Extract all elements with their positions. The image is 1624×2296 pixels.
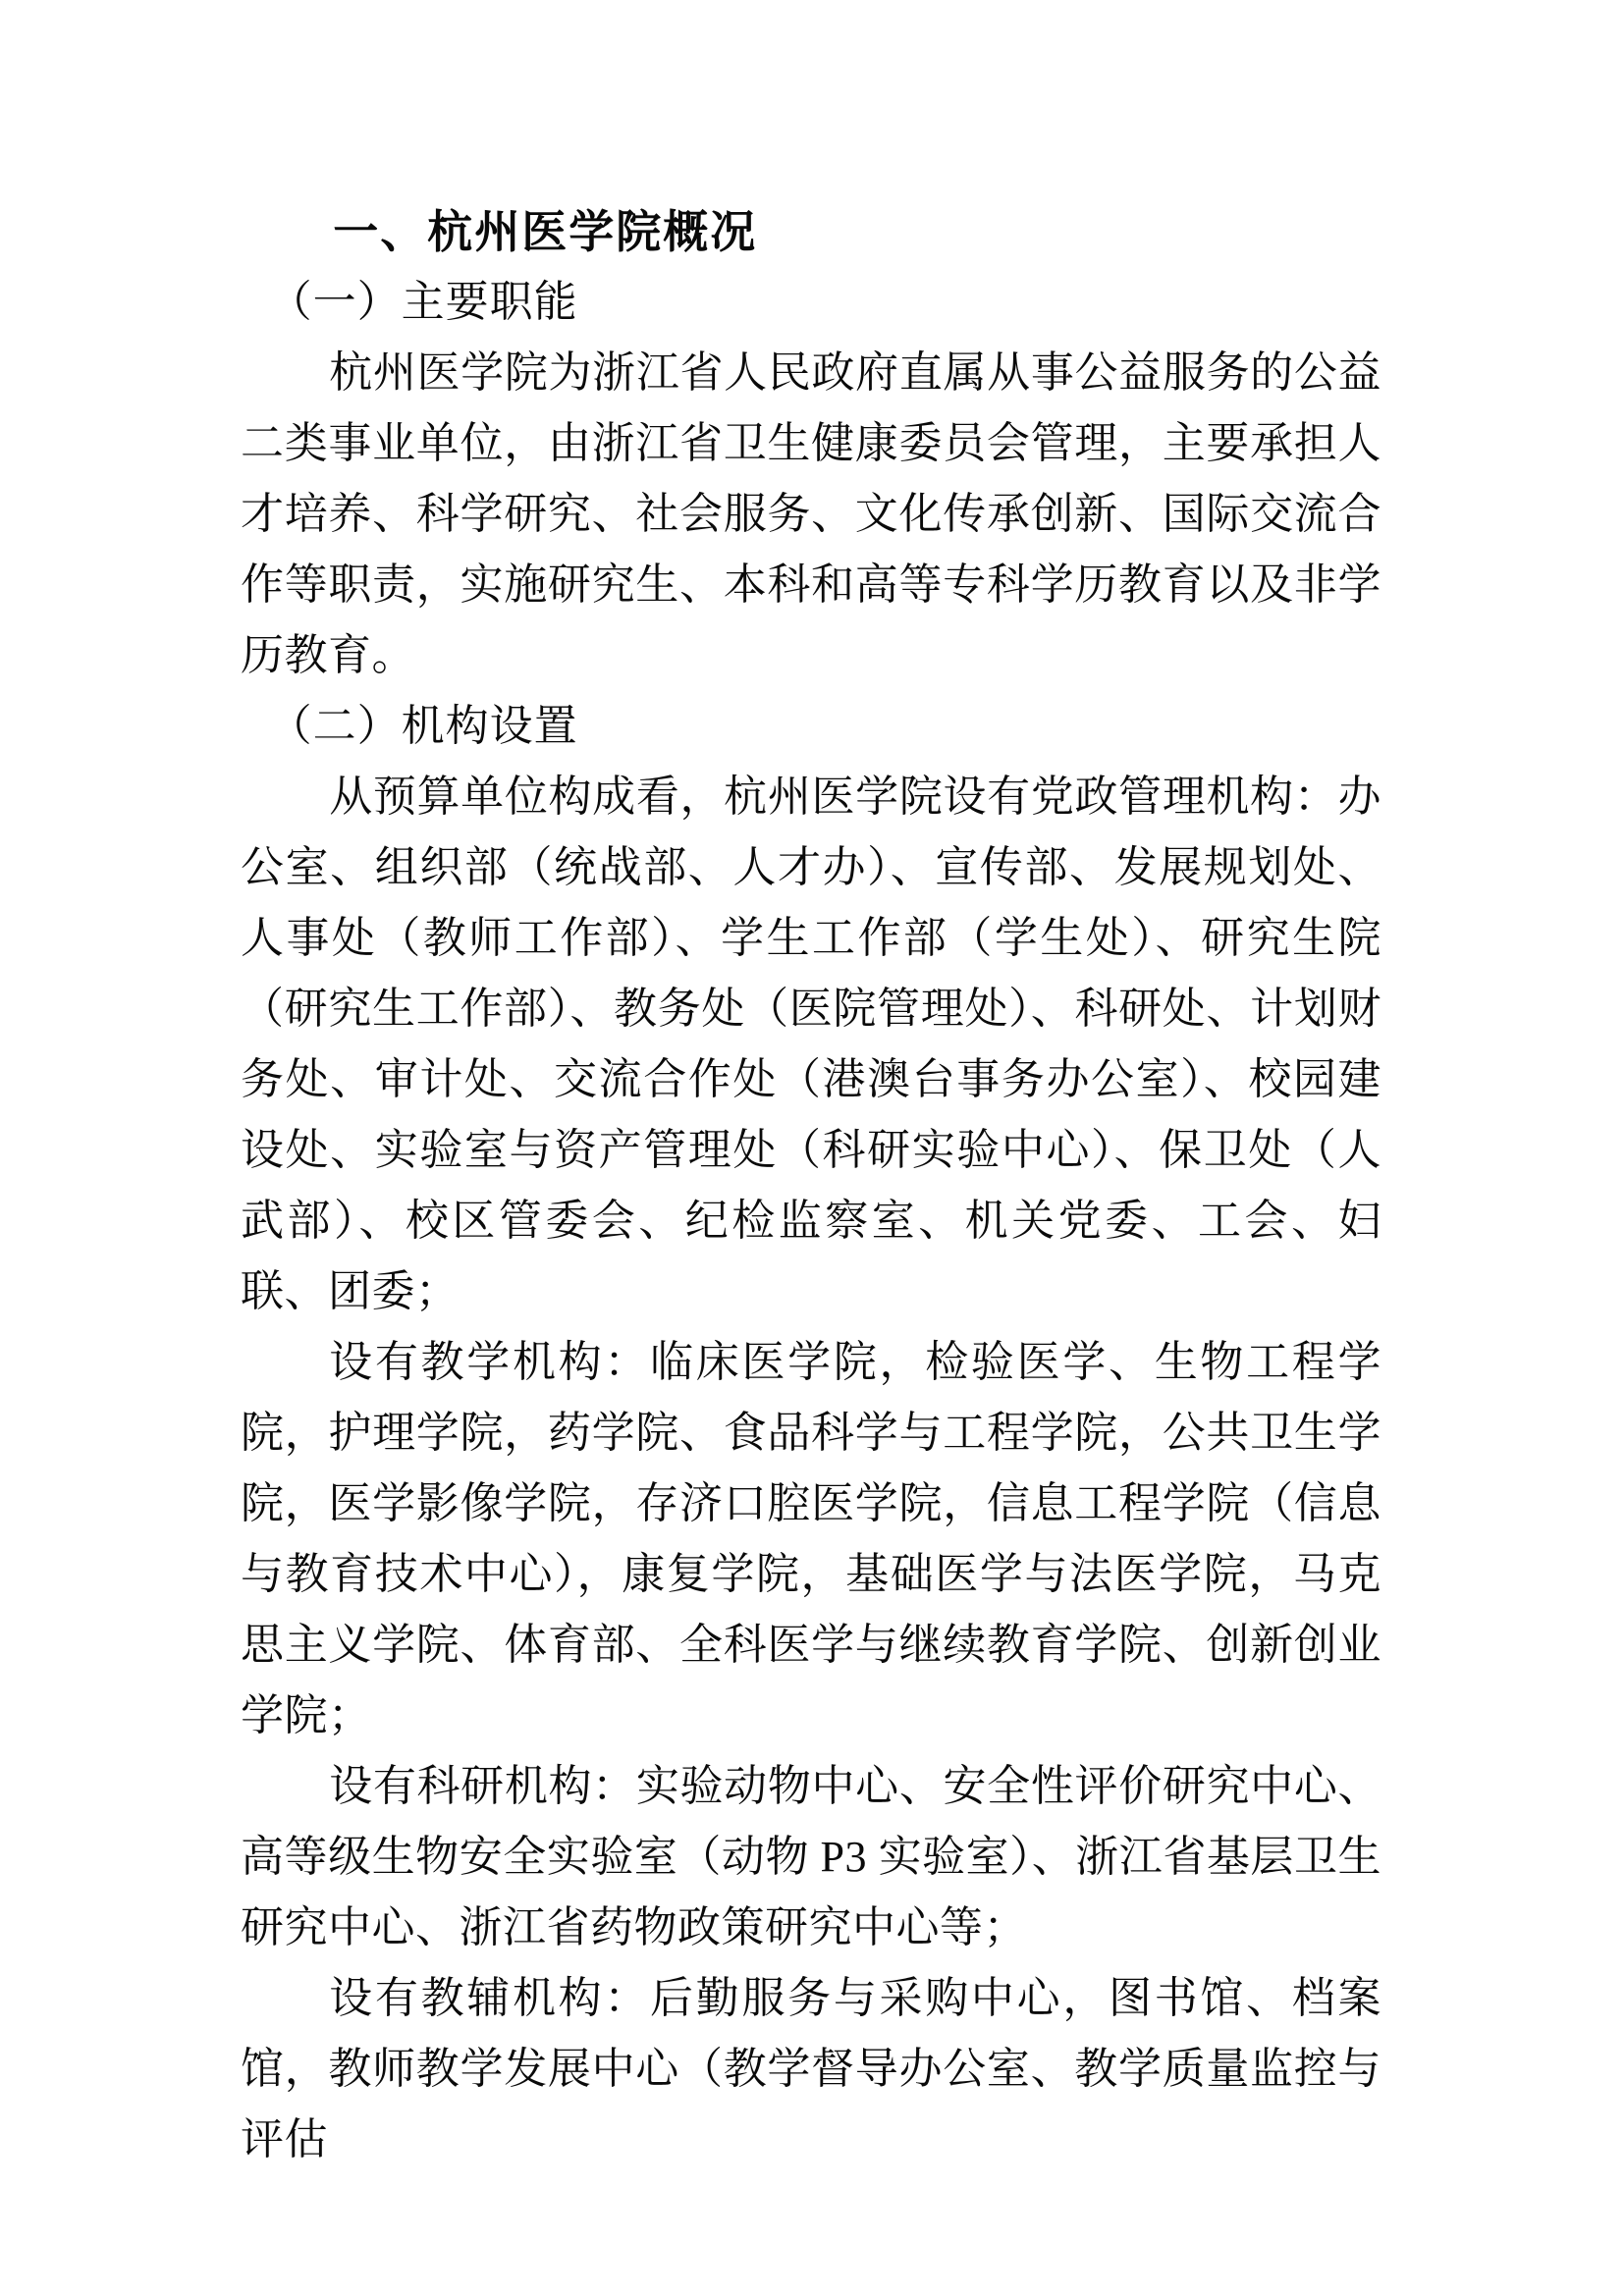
section-main-functions xyxy=(241,267,1381,691)
section-organization xyxy=(241,691,1381,2175)
paragraph-main-functions: 杭州医学院为浙江省人民政府直属从事公益服务的公益二类事业单位，由浙江省卫生健康委员会管理，主要承担人才培养、科学研究、社会服务、文化传承创新、国际交流合作等职责，实施研究生、本科和高等专科学历教育以及非学历教育。 xyxy=(241,348,1381,679)
subsection-heading-organization: （二）机构设置 xyxy=(268,702,578,750)
paragraph-admin-organs: 从预算单位构成看，杭州医学院设有党政管理机构：办公室、组织部（统战部、人才办）、宣传部、发展规划处、人事处（教师工作部）、学生工作部（学生处）、研究生院（研究生工作部）、教务处（医院管理处）、科研处、计划财务处、审计处、交流合作处（港澳台事务办公室）、校园建设处、实验室与资产管理处（科研实验中心）、保卫处（人武部）、校区管委会、纪检监察室、机关党委、工会、妇联、团委； xyxy=(241,773,1381,1315)
paragraph-research-organs: 设有科研机构：实验动物中心、安全性评价研究中心、高等级生物安全实验室（动物 P3 实验室）、浙江省基层卫生研究中心、浙江省药物政策研究中心等； xyxy=(241,1762,1381,1951)
document-title: 一、杭州医学院概况 xyxy=(333,206,758,257)
paragraph-teaching-organs: 设有教学机构：临床医学院，检验医学、生物工程学院，护理学院，药学院、食品科学与工程学院，公共卫生学院，医学影像学院，存济口腔医学院，信息工程学院（信息与教育技术中心），康复学院，基础医学与法医学院，马克思主义学院、体育部、全科医学与继续教育学院、创新创业学院； xyxy=(241,1338,1381,1739)
subsection-heading-main-functions: （一）主要职能 xyxy=(268,278,578,326)
document-body xyxy=(241,196,1381,2175)
paragraph-auxiliary-organs: 设有教辅机构：后勤服务与采购中心，图书馆、档案馆，教师教学发展中心（教学督导办公室、教学质量监控与评估 xyxy=(241,1974,1381,2163)
